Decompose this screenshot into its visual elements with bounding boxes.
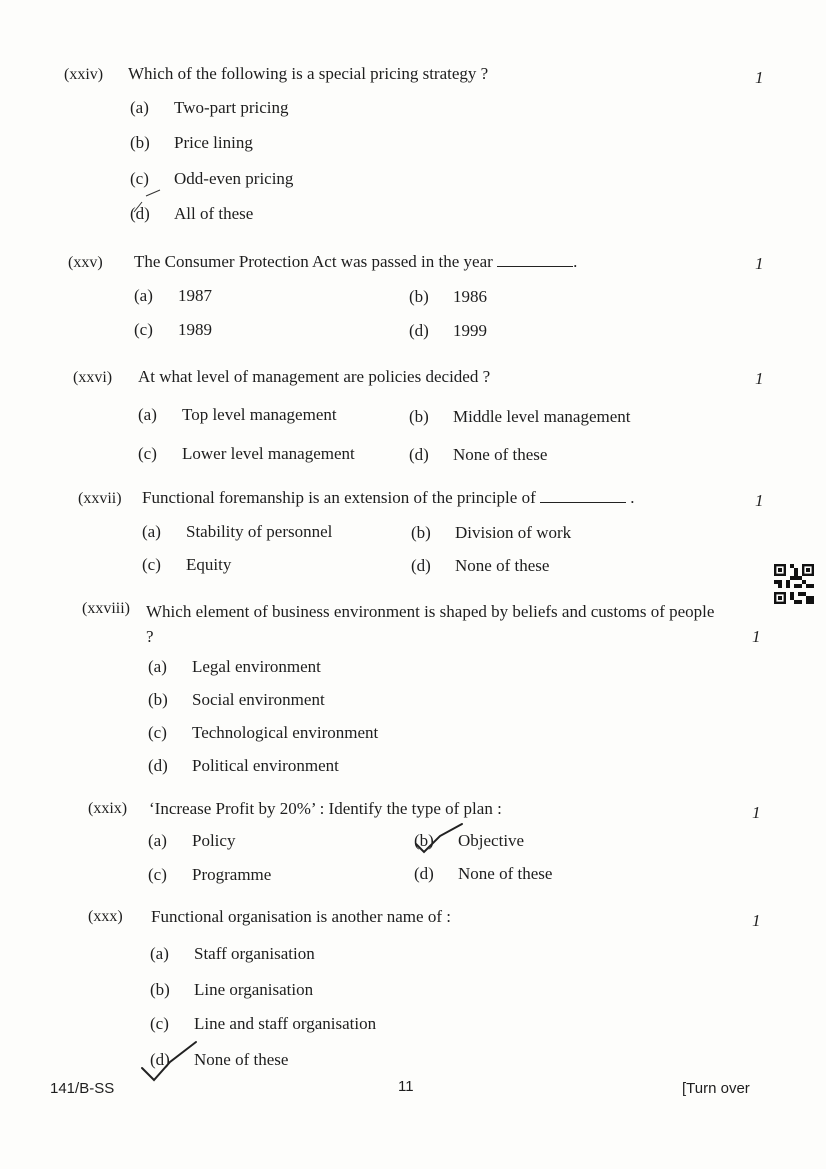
option-text: Policy	[192, 831, 236, 850]
question-text: Functional foremanship is an extension of the principle of .	[142, 488, 635, 507]
option-a	[142, 522, 332, 542]
option-label: (a)	[130, 98, 149, 117]
option-text: Legal environment	[192, 657, 321, 676]
question-marks: 1	[755, 68, 764, 87]
option-text: Objective	[458, 831, 525, 850]
answer-blank	[497, 252, 573, 267]
question-number: (xxiv)	[64, 66, 104, 83]
option-text: Lower level management	[182, 444, 355, 463]
option-c	[148, 865, 271, 885]
option-text: Technological environment	[192, 723, 379, 742]
handwritten-tick-icon	[414, 822, 466, 856]
option-text: None of these	[194, 1050, 289, 1069]
option-d	[148, 756, 339, 776]
option-label: (d)	[130, 204, 150, 223]
question-marks: 1	[755, 254, 764, 273]
option-text: Line organisation	[194, 980, 314, 999]
option-label: (a)	[134, 286, 153, 305]
answer-blank	[540, 488, 626, 503]
qr-code-icon	[774, 564, 814, 604]
question-text: ‘Increase Profit by 20%’ : Identify the type of plan :	[149, 799, 502, 818]
option-a	[130, 98, 288, 118]
option-b	[150, 980, 313, 1000]
option-label: (c)	[134, 320, 153, 339]
option-c	[150, 1014, 376, 1034]
option-text: 1989	[178, 320, 212, 339]
option-label: (b)	[130, 133, 150, 152]
option-b	[130, 133, 253, 153]
option-a	[148, 657, 321, 677]
option-label: (b)	[150, 980, 170, 999]
option-text: None of these	[455, 556, 550, 575]
option-text: All of these	[174, 204, 254, 223]
question-number: (xxvii)	[78, 490, 122, 507]
question-number: (xxx)	[88, 908, 123, 925]
option-text: 1999	[453, 321, 487, 340]
option-text: Odd-even pricing	[174, 169, 294, 188]
question-text: Which of the following is a special pricing strategy ?	[128, 64, 489, 83]
question-number: (xxviii)	[82, 600, 130, 617]
question-number: (xxix)	[88, 800, 128, 817]
option-text: Political environment	[192, 756, 339, 775]
question-text: Functional organisation is another name of :	[151, 907, 451, 926]
option-label: (a)	[150, 944, 169, 963]
question-text: Which element of business environment is shaped by beliefs and customs of people ?	[146, 602, 715, 646]
option-label: (d)	[148, 756, 168, 775]
question-text: At what level of management are policies decided ?	[138, 367, 491, 386]
question-text: The Consumer Protection Act was passed in the year .	[134, 252, 578, 271]
option-text: Division of work	[455, 523, 572, 542]
option-label: (d)	[414, 864, 434, 883]
option-b	[409, 407, 631, 427]
option-text: Stability of personnel	[186, 522, 333, 541]
option-label: (c)	[130, 169, 149, 188]
option-d	[414, 864, 552, 884]
option-label: (c)	[138, 444, 157, 463]
turn-over-note: [Turn over	[682, 1080, 750, 1097]
option-c	[142, 555, 231, 575]
option-label: (b)	[411, 523, 431, 542]
option-label: (b)	[148, 690, 168, 709]
question-marks: 1	[752, 627, 761, 646]
question-marks: 1	[752, 803, 761, 822]
option-text: Equity	[186, 555, 232, 574]
option-d	[409, 321, 487, 341]
page-number: 11	[398, 1078, 414, 1095]
option-label: (a)	[148, 831, 167, 850]
option-text: Top level management	[182, 405, 337, 424]
option-c	[138, 444, 355, 464]
handwritten-tick-icon	[140, 1040, 200, 1084]
option-a	[134, 286, 212, 306]
option-text: None of these	[453, 445, 548, 464]
option-text: Staff organisation	[194, 944, 315, 963]
option-text: Price lining	[174, 133, 253, 152]
option-c	[148, 723, 378, 743]
option-text: Social environment	[192, 690, 325, 709]
option-label: (c)	[148, 723, 167, 742]
question-marks: 1	[752, 911, 761, 930]
option-label: (d)	[411, 556, 431, 575]
option-b	[409, 287, 487, 307]
option-d	[411, 556, 549, 576]
option-label: (a)	[138, 405, 157, 424]
option-label: (c)	[148, 865, 167, 884]
option-text: Two-part pricing	[174, 98, 289, 117]
option-b	[148, 690, 325, 710]
option-a	[148, 831, 235, 851]
option-text: Middle level management	[453, 407, 631, 426]
option-label: (b)	[414, 831, 434, 850]
option-label: (d)	[409, 321, 429, 340]
question-number: (xxv)	[68, 254, 103, 271]
option-label: (d)	[409, 445, 429, 464]
option-label: (a)	[148, 657, 167, 676]
option-text: 1987	[178, 286, 212, 305]
question-text-content: The Consumer Protection Act was passed in the year	[134, 252, 493, 271]
option-d	[409, 445, 547, 465]
question-text-content: Functional foremanship is an extension of the principle of	[142, 488, 536, 507]
option-label: (c)	[150, 1014, 169, 1033]
option-text: Programme	[192, 865, 272, 884]
question-marks: 1	[755, 369, 764, 388]
option-label: (d)	[150, 1050, 170, 1069]
option-text: 1986	[453, 287, 487, 306]
option-text: Line and staff organisation	[194, 1014, 377, 1033]
paper-code: 141/B-SS	[50, 1080, 115, 1097]
question-number: (xxvi)	[73, 369, 113, 386]
option-label: (b)	[409, 407, 429, 426]
option-a	[138, 405, 337, 425]
option-a	[150, 944, 315, 964]
question-marks: 1	[755, 491, 764, 510]
option-label: (b)	[409, 287, 429, 306]
option-text: None of these	[458, 864, 553, 883]
option-label: (c)	[142, 555, 161, 574]
option-b	[411, 523, 571, 543]
option-c	[134, 320, 212, 340]
handwritten-tick-icon	[130, 190, 170, 220]
option-c	[130, 169, 293, 189]
option-label: (a)	[142, 522, 161, 541]
